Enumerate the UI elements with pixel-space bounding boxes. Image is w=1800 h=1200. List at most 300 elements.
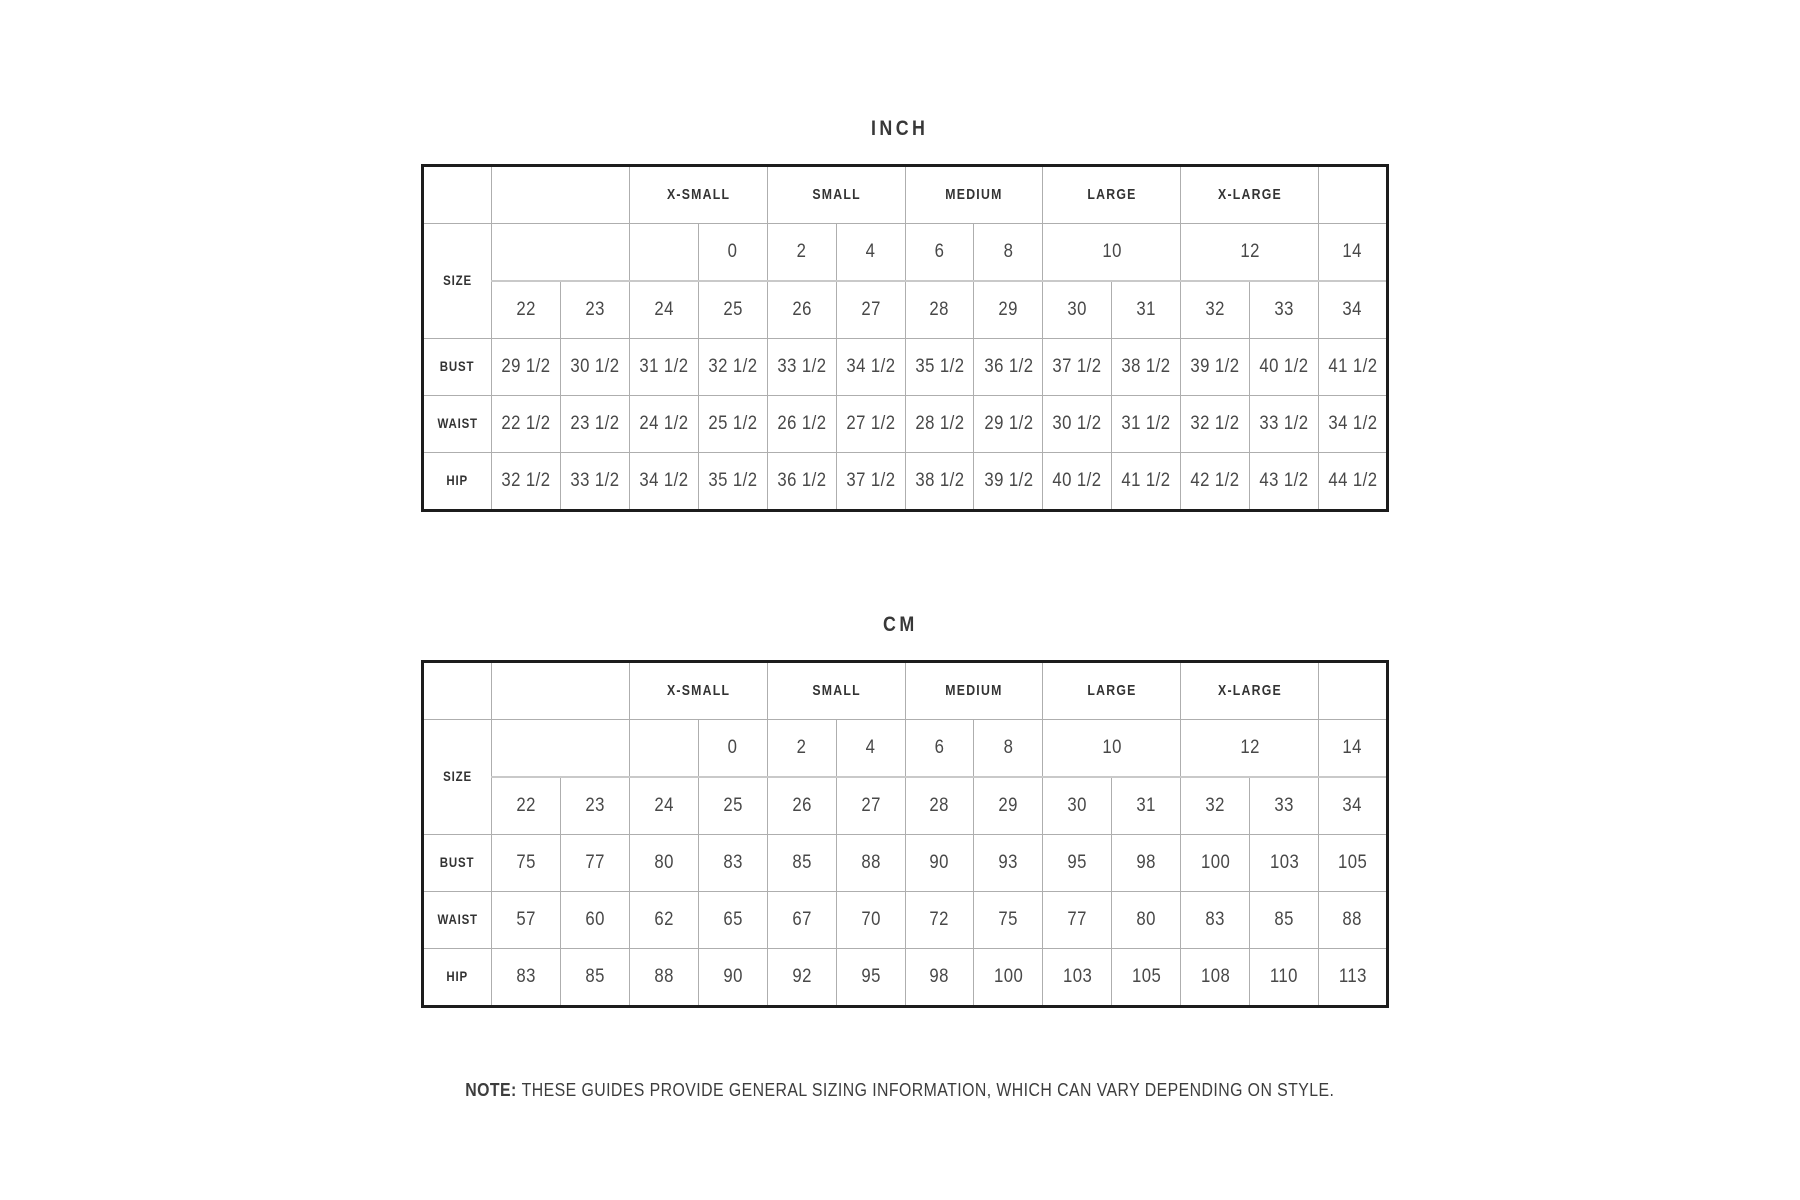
value-cell — [974, 339, 1043, 396]
size-value: 29 — [998, 299, 1019, 320]
size-row-header-label: SIZE — [443, 768, 472, 784]
measurement-value: 44 1/2 — [1327, 470, 1378, 491]
cm-size-table — [421, 660, 1389, 1008]
size-value: 23 — [585, 299, 605, 320]
value-cell — [974, 835, 1043, 892]
measurement-value: 32 1/2 — [501, 470, 551, 491]
size-value: 6 — [934, 737, 945, 758]
measurement-value: 29 1/2 — [983, 413, 1033, 434]
size-value: 8 — [1003, 241, 1014, 262]
size-value: 31 — [1136, 299, 1156, 320]
value-cell — [1112, 835, 1181, 892]
group-header-label: X-LARGE — [1217, 682, 1282, 699]
measurement-value: 34 1/2 — [1327, 413, 1378, 434]
size-cell — [1181, 720, 1319, 778]
size-cell — [1043, 224, 1181, 282]
measurement-value: 35 1/2 — [914, 356, 965, 377]
value-cell — [836, 892, 905, 949]
size-cell — [629, 281, 698, 339]
value-cell — [629, 396, 698, 453]
value-cell — [1043, 453, 1112, 511]
corner-cell — [423, 662, 492, 720]
measurement-value: 40 1/2 — [1259, 356, 1309, 377]
note-body: THESE GUIDES PROVIDE GENERAL SIZING INFORMATION, WHICH CAN VARY DEPENDING ON STYLE. — [521, 1080, 1335, 1100]
value-cell — [1250, 892, 1319, 949]
inch-group-header-row — [423, 166, 1388, 224]
note-label: NOTE: — [465, 1080, 517, 1100]
value-cell — [560, 453, 629, 511]
size-row-header-cell — [423, 224, 492, 339]
group-header-label: SMALL — [811, 186, 861, 203]
measurement-row-label-cell — [423, 339, 492, 396]
size-cell — [1181, 224, 1319, 282]
empty-group-cell — [1319, 662, 1388, 720]
value-cell — [560, 892, 629, 949]
size-cell — [1181, 777, 1250, 835]
measurement-value: 36 1/2 — [777, 470, 827, 491]
size-cell — [1112, 777, 1181, 835]
measurement-value: 75 — [998, 909, 1019, 930]
value-cell — [1181, 892, 1250, 949]
size-value: 10 — [1102, 241, 1122, 262]
measurement-row-label-cell — [423, 453, 492, 511]
size-value: 26 — [791, 299, 812, 320]
value-cell — [905, 835, 974, 892]
size-value: 4 — [865, 241, 876, 262]
measurement-value: 98 — [1136, 852, 1156, 873]
value-cell — [492, 339, 561, 396]
measurement-value: 105 — [1131, 966, 1161, 987]
cm-bust-row — [423, 835, 1388, 892]
group-header-label: LARGE — [1087, 186, 1137, 203]
size-cell — [1250, 281, 1319, 339]
measurement-value: 85 — [791, 852, 812, 873]
value-cell — [1250, 453, 1319, 511]
inch-table-title — [0, 116, 1800, 142]
inch-size-table — [421, 164, 1389, 512]
value-cell — [1112, 949, 1181, 1007]
value-cell — [767, 835, 836, 892]
value-cell — [560, 835, 629, 892]
value-cell — [492, 949, 561, 1007]
group-header-cell — [767, 662, 905, 720]
size-value: 29 — [998, 795, 1019, 816]
size-value: 12 — [1239, 241, 1260, 262]
measurement-value: 83 — [722, 852, 743, 873]
measurement-value: 31 1/2 — [639, 356, 689, 377]
measurement-value: 75 — [516, 852, 536, 873]
value-cell — [767, 396, 836, 453]
size-value: 33 — [1274, 299, 1294, 320]
inch-even-size-row — [423, 224, 1388, 282]
value-cell — [767, 339, 836, 396]
size-cell — [698, 777, 767, 835]
measurement-row-label: WAIST — [437, 911, 478, 927]
size-cell — [836, 777, 905, 835]
value-cell — [629, 892, 698, 949]
size-cell — [974, 720, 1043, 778]
size-cell — [905, 777, 974, 835]
measurement-value: 85 — [1274, 909, 1294, 930]
value-cell — [698, 949, 767, 1007]
value-cell — [1181, 835, 1250, 892]
measurement-value: 39 1/2 — [983, 470, 1033, 491]
size-value: 22 — [516, 795, 536, 816]
cm-hip-row — [423, 949, 1388, 1007]
measurement-row-label-cell — [423, 892, 492, 949]
measurement-value: 60 — [585, 909, 605, 930]
measurement-value: 92 — [791, 966, 812, 987]
value-cell — [1319, 339, 1388, 396]
size-value: 30 — [1067, 795, 1088, 816]
measurement-row-label-cell — [423, 949, 492, 1007]
group-header-cell — [1181, 662, 1319, 720]
size-cell — [698, 224, 767, 282]
size-cell — [905, 224, 974, 282]
sizing-note-text — [465, 1079, 1334, 1101]
value-cell — [905, 339, 974, 396]
group-header-cell — [905, 166, 1043, 224]
measurement-value: 36 1/2 — [983, 356, 1033, 377]
measurement-value: 30 1/2 — [1052, 413, 1102, 434]
measurement-value: 85 — [585, 966, 605, 987]
measurement-value: 80 — [654, 852, 674, 873]
size-cell — [698, 720, 767, 778]
group-header-cell — [767, 166, 905, 224]
value-cell — [836, 396, 905, 453]
cm-waist-row — [423, 892, 1388, 949]
value-cell — [1250, 949, 1319, 1007]
value-cell — [905, 949, 974, 1007]
measurement-value: 83 — [1205, 909, 1225, 930]
group-header-label: X-SMALL — [666, 186, 730, 203]
value-cell — [1250, 835, 1319, 892]
size-value: 27 — [860, 299, 881, 320]
measurement-value: 103 — [1269, 852, 1299, 873]
value-cell — [974, 453, 1043, 511]
measurement-value: 90 — [722, 966, 743, 987]
size-cell — [974, 281, 1043, 339]
size-value: 32 — [1205, 795, 1225, 816]
size-cell — [1319, 281, 1388, 339]
measurement-value: 27 1/2 — [846, 413, 896, 434]
size-value: 32 — [1205, 299, 1225, 320]
size-value: 0 — [727, 241, 738, 262]
inch-numeric-size-row — [423, 281, 1388, 339]
value-cell — [1181, 949, 1250, 1007]
size-cell — [767, 281, 836, 339]
cm-group-header-row — [423, 662, 1388, 720]
value-cell — [974, 396, 1043, 453]
measurement-value: 100 — [1200, 852, 1230, 873]
value-cell — [1043, 835, 1112, 892]
measurement-value: 38 1/2 — [914, 470, 965, 491]
size-cell — [1043, 777, 1112, 835]
value-cell — [767, 892, 836, 949]
size-row-header-cell — [423, 720, 492, 835]
size-cell — [767, 224, 836, 282]
measurement-value: 98 — [929, 966, 950, 987]
measurement-value: 90 — [929, 852, 950, 873]
value-cell — [560, 339, 629, 396]
size-value: 34 — [1342, 299, 1363, 320]
value-cell — [629, 339, 698, 396]
size-value: 26 — [791, 795, 812, 816]
empty-cell — [629, 720, 698, 778]
size-cell — [698, 281, 767, 339]
measurement-value: 83 — [516, 966, 536, 987]
size-value: 23 — [585, 795, 605, 816]
size-value: 8 — [1003, 737, 1014, 758]
value-cell — [836, 835, 905, 892]
size-value: 0 — [727, 737, 738, 758]
value-cell — [1319, 949, 1388, 1007]
measurement-row-label: WAIST — [437, 415, 478, 431]
size-cell — [492, 777, 561, 835]
value-cell — [767, 949, 836, 1007]
measurement-value: 33 1/2 — [1259, 413, 1309, 434]
size-value: 4 — [865, 737, 876, 758]
size-cell — [492, 281, 561, 339]
measurement-value: 32 1/2 — [1190, 413, 1240, 434]
size-value: 27 — [860, 795, 881, 816]
value-cell — [1319, 453, 1388, 511]
measurement-value: 88 — [1342, 909, 1363, 930]
group-header-cell — [1181, 166, 1319, 224]
cm-numeric-size-row — [423, 777, 1388, 835]
empty-group-cell — [492, 662, 630, 720]
measurement-value: 28 1/2 — [914, 413, 965, 434]
size-cell — [1181, 281, 1250, 339]
measurement-value: 88 — [654, 966, 674, 987]
size-cell — [560, 777, 629, 835]
measurement-value: 32 1/2 — [708, 356, 758, 377]
measurement-value: 70 — [860, 909, 881, 930]
value-cell — [492, 396, 561, 453]
value-cell — [1181, 339, 1250, 396]
cm-table-title — [0, 612, 1800, 638]
value-cell — [1250, 339, 1319, 396]
size-value: 28 — [929, 299, 950, 320]
inch-hip-row — [423, 453, 1388, 511]
measurement-value: 65 — [722, 909, 743, 930]
measurement-value: 95 — [860, 966, 881, 987]
measurement-value: 110 — [1270, 966, 1299, 987]
measurement-row-label: BUST — [440, 358, 475, 374]
size-cell — [905, 720, 974, 778]
measurement-value: 38 1/2 — [1121, 356, 1171, 377]
value-cell — [492, 453, 561, 511]
cm-even-size-row — [423, 720, 1388, 778]
measurement-value: 95 — [1067, 852, 1088, 873]
size-value: 6 — [934, 241, 945, 262]
measurement-value: 77 — [1067, 909, 1088, 930]
size-cell — [560, 281, 629, 339]
value-cell — [492, 892, 561, 949]
measurement-value: 34 1/2 — [846, 356, 896, 377]
size-cell — [836, 720, 905, 778]
value-cell — [1319, 835, 1388, 892]
value-cell — [698, 835, 767, 892]
value-cell — [1181, 396, 1250, 453]
size-cell — [836, 224, 905, 282]
value-cell — [492, 835, 561, 892]
size-cell — [767, 777, 836, 835]
size-cell — [1112, 281, 1181, 339]
value-cell — [1112, 396, 1181, 453]
measurement-value: 72 — [929, 909, 950, 930]
size-value: 28 — [929, 795, 950, 816]
measurement-row-label: HIP — [446, 968, 469, 984]
measurement-value: 43 1/2 — [1259, 470, 1309, 491]
size-value: 12 — [1239, 737, 1260, 758]
size-cell — [1319, 720, 1388, 778]
group-header-label: MEDIUM — [945, 682, 1003, 699]
group-header-label: X-LARGE — [1217, 186, 1282, 203]
measurement-value: 103 — [1062, 966, 1092, 987]
size-value: 22 — [516, 299, 536, 320]
measurement-value: 35 1/2 — [708, 470, 758, 491]
value-cell — [836, 949, 905, 1007]
measurement-value: 29 1/2 — [501, 356, 551, 377]
measurement-value: 33 1/2 — [777, 356, 827, 377]
value-cell — [905, 453, 974, 511]
value-cell — [698, 396, 767, 453]
corner-cell — [423, 166, 492, 224]
measurement-value: 77 — [585, 852, 605, 873]
value-cell — [1112, 453, 1181, 511]
value-cell — [1181, 453, 1250, 511]
measurement-value: 88 — [860, 852, 881, 873]
group-header-label: LARGE — [1087, 682, 1137, 699]
value-cell — [698, 892, 767, 949]
value-cell — [1043, 396, 1112, 453]
cm-title-text: CM — [882, 613, 918, 636]
measurement-value: 41 1/2 — [1327, 356, 1378, 377]
empty-cell — [492, 720, 630, 778]
measurement-value: 100 — [993, 966, 1024, 987]
size-cell — [1250, 777, 1319, 835]
measurement-value: 105 — [1337, 852, 1368, 873]
group-header-cell — [629, 166, 767, 224]
size-value: 2 — [796, 241, 807, 262]
value-cell — [1319, 892, 1388, 949]
measurement-row-label-cell — [423, 396, 492, 453]
measurement-row-label-cell — [423, 835, 492, 892]
measurement-value: 25 1/2 — [708, 413, 758, 434]
size-cell — [1043, 720, 1181, 778]
group-header-cell — [1043, 662, 1181, 720]
value-cell — [836, 339, 905, 396]
group-header-cell — [629, 662, 767, 720]
value-cell — [1112, 892, 1181, 949]
size-cell — [1319, 224, 1388, 282]
size-cell — [974, 224, 1043, 282]
value-cell — [1319, 396, 1388, 453]
empty-cell — [492, 224, 630, 282]
group-header-label: MEDIUM — [945, 186, 1003, 203]
value-cell — [560, 396, 629, 453]
size-value: 24 — [654, 795, 674, 816]
size-value: 2 — [796, 737, 807, 758]
measurement-row-label: HIP — [446, 472, 469, 488]
measurement-value: 113 — [1338, 966, 1367, 987]
group-header-cell — [1043, 166, 1181, 224]
measurement-value: 23 1/2 — [570, 413, 620, 434]
measurement-value: 57 — [516, 909, 536, 930]
value-cell — [629, 949, 698, 1007]
value-cell — [767, 453, 836, 511]
value-cell — [629, 835, 698, 892]
measurement-value: 62 — [654, 909, 674, 930]
measurement-value: 24 1/2 — [639, 413, 689, 434]
value-cell — [698, 453, 767, 511]
measurement-value: 37 1/2 — [846, 470, 896, 491]
measurement-value: 42 1/2 — [1190, 470, 1240, 491]
size-value: 25 — [722, 795, 743, 816]
size-value: 10 — [1102, 737, 1122, 758]
size-value: 14 — [1342, 241, 1363, 262]
value-cell — [629, 453, 698, 511]
inch-waist-row — [423, 396, 1388, 453]
measurement-value: 39 1/2 — [1190, 356, 1240, 377]
value-cell — [1043, 339, 1112, 396]
group-header-label: SMALL — [811, 682, 861, 699]
empty-cell — [629, 224, 698, 282]
value-cell — [698, 339, 767, 396]
size-value: 33 — [1274, 795, 1294, 816]
measurement-value: 26 1/2 — [777, 413, 827, 434]
group-header-cell — [905, 662, 1043, 720]
measurement-value: 31 1/2 — [1121, 413, 1171, 434]
size-cell — [629, 777, 698, 835]
size-cell — [767, 720, 836, 778]
value-cell — [1112, 339, 1181, 396]
measurement-value: 33 1/2 — [570, 470, 620, 491]
value-cell — [1043, 892, 1112, 949]
value-cell — [1043, 949, 1112, 1007]
size-value: 34 — [1342, 795, 1363, 816]
value-cell — [1250, 396, 1319, 453]
value-cell — [905, 396, 974, 453]
value-cell — [905, 892, 974, 949]
value-cell — [836, 453, 905, 511]
measurement-row-label: BUST — [440, 854, 475, 870]
value-cell — [560, 949, 629, 1007]
measurement-value: 108 — [1200, 966, 1230, 987]
size-cell — [1319, 777, 1388, 835]
measurement-value: 80 — [1136, 909, 1156, 930]
sizing-note — [0, 1079, 1800, 1101]
size-cell — [974, 777, 1043, 835]
size-value: 30 — [1067, 299, 1088, 320]
measurement-value: 37 1/2 — [1052, 356, 1102, 377]
measurement-value: 34 1/2 — [639, 470, 689, 491]
size-cell — [905, 281, 974, 339]
measurement-value: 22 1/2 — [501, 413, 551, 434]
size-value: 14 — [1342, 737, 1363, 758]
empty-group-cell — [1319, 166, 1388, 224]
group-header-label: X-SMALL — [666, 682, 730, 699]
measurement-value: 40 1/2 — [1052, 470, 1102, 491]
inch-title-text: INCH — [871, 117, 929, 140]
value-cell — [974, 892, 1043, 949]
measurement-value: 30 1/2 — [570, 356, 620, 377]
measurement-value: 67 — [791, 909, 812, 930]
empty-group-cell — [492, 166, 630, 224]
size-row-header-label: SIZE — [443, 272, 472, 288]
size-cell — [1043, 281, 1112, 339]
